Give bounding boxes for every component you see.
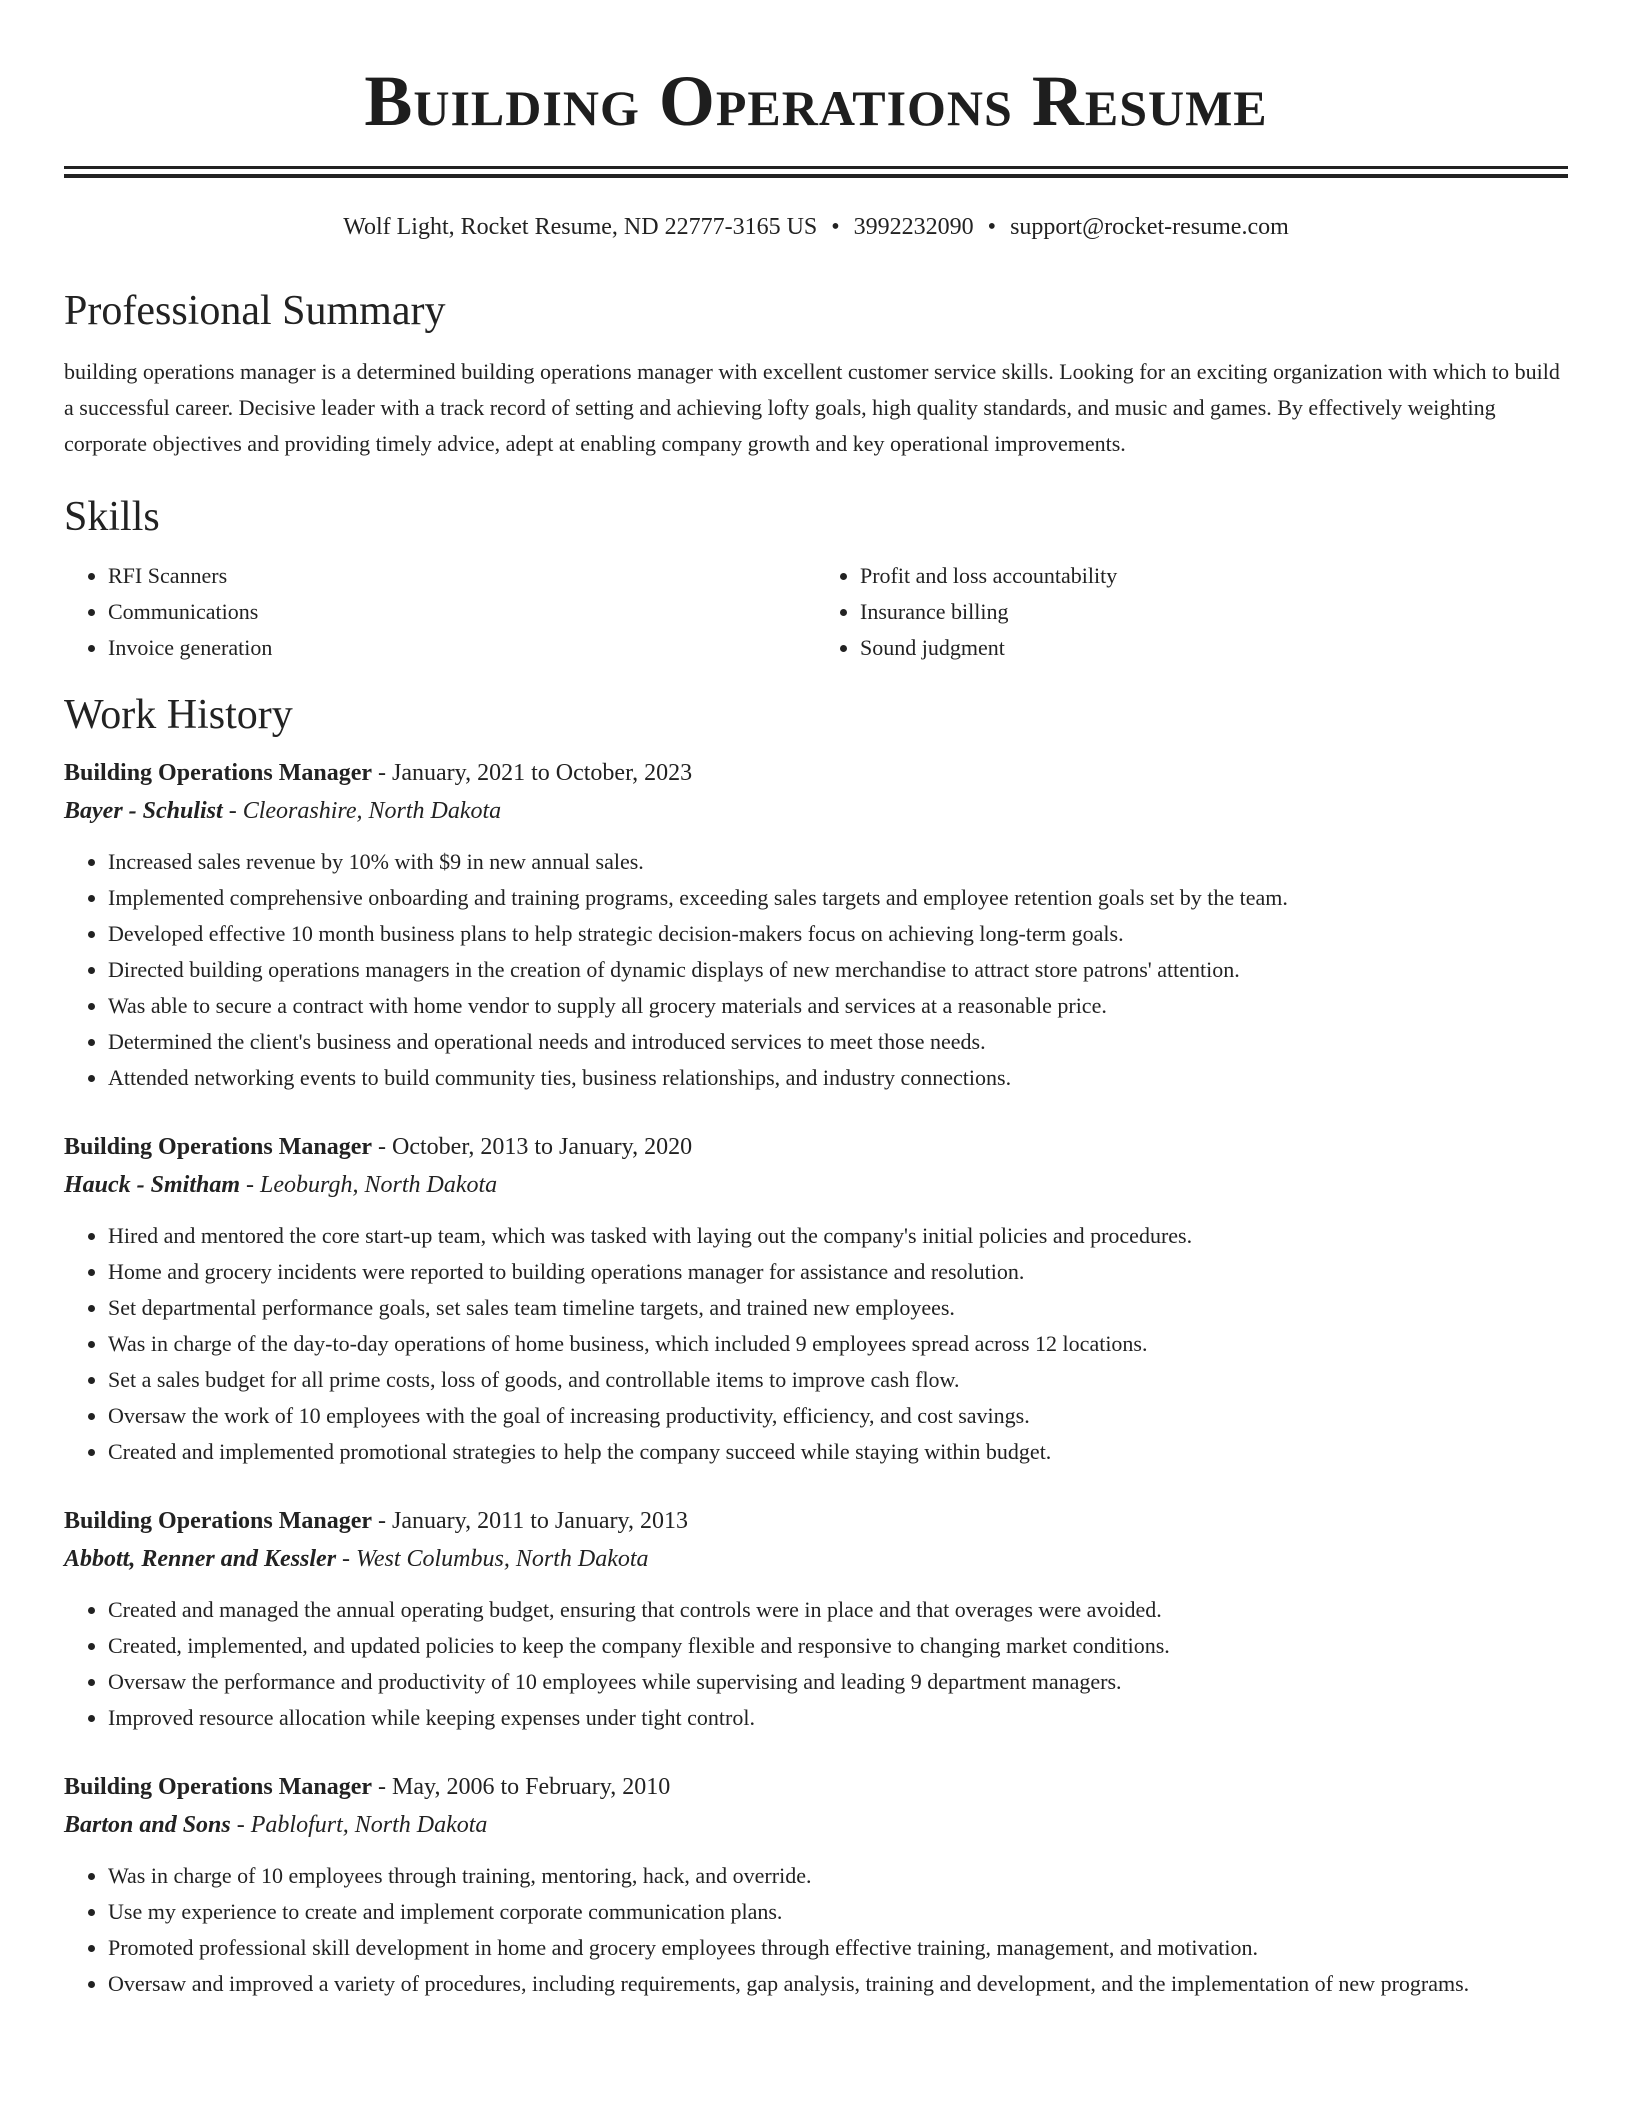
duties-list [64,844,1568,1096]
skill-item: • Sound judgment [860,630,1568,666]
duty-item: • Determined the client's business and operational needs and introduced services to meet those needs. [108,1024,1568,1060]
contact-address: Wolf Light, Rocket Resume, ND 22777-3165 US [343,214,818,240]
duty-item: • Use my experience to create and implement corporate communication plans. [108,1894,1568,1930]
dash: - [372,760,393,786]
company-location: Cleorashire, North Dakota [242,798,502,824]
skill-item: • Communications [108,594,816,630]
duty-item: • Set departmental performance goals, set sales team timeline targets, and trained new employees. [108,1290,1568,1326]
resume-page [64,0,1568,2002]
dash: - [372,1134,393,1160]
summary-text: building operations manager is a determined building operations manager with excellent customer service skills. Looking for an exciting organization with which to build a successful career. Decisive leader with a track record of setting and achieving lofty goals, high quality standards, and music and games. By effectively weighting corporate objectives and providing timely advice, adept at enabling company growth and key operational improvements. [64,359,1560,456]
duty-item: • Set a sales budget for all prime costs, loss of goods, and controllable items to improve cash flow. [108,1362,1568,1398]
dash: - [222,798,243,824]
contact-separator: • [831,214,840,240]
company-name: Barton and Sons [64,1812,231,1838]
duty-item: • Was in charge of 10 employees through training, mentoring, hack, and override. [108,1858,1568,1894]
duty-item: • Improved resource allocation while keeping expenses under tight control. [108,1700,1568,1736]
duty-item: • Hired and mentored the core start-up team, which was tasked with laying out the company's initial policies and procedures. [108,1218,1568,1254]
summary-heading: Professional Summary [64,288,446,334]
contact-phone: 3992232090 [853,214,974,240]
company-line [64,1540,1568,1578]
duty-item: • Was in charge of the day-to-day operations of home business, which included 9 employees spread across 12 locations. [108,1326,1568,1362]
page-title: Building Operations Resume [364,61,1268,141]
dash: - [240,1172,261,1198]
job-entry [64,1768,1568,2002]
job-dates: January, 2021 to October, 2023 [392,760,693,786]
job-title-line [64,1768,1568,1806]
skills-list [64,558,1568,666]
company-line [64,1806,1568,1844]
work-history-heading: Work History [64,692,293,738]
title-divider [64,166,1568,169]
contact-separator: • [987,214,997,240]
duty-item: • Directed building operations managers in the creation of dynamic displays of new merchandise to attract store patrons' attention. [108,952,1568,988]
company-location: Pablofurt, North Dakota [250,1812,488,1838]
skills-heading: Skills [64,494,160,540]
skill-item: • RFI Scanners [108,558,816,594]
duty-item: • Attended networking events to build community ties, business relationships, and industry connections. [108,1060,1568,1096]
skills-column-right [816,558,1568,666]
duties-list [64,1218,1568,1470]
skill-item: • Insurance billing [860,594,1568,630]
job-dates: October, 2013 to January, 2020 [392,1134,693,1160]
duty-item: • Developed effective 10 month business plans to help strategic decision-makers focus on achieving long-term goals. [108,916,1568,952]
company-name: Abbott, Renner and Kessler [64,1546,337,1572]
job-title: Building Operations Manager [64,1774,373,1800]
dash: - [336,1546,357,1572]
job-title-line [64,1128,1568,1166]
contact-line [64,212,1568,242]
duty-item: • Increased sales revenue by 10% with $9 in new annual sales. [108,844,1568,880]
duty-item: • Created and implemented promotional strategies to help the company succeed while staying within budget. [108,1434,1568,1470]
dash: - [372,1508,393,1534]
company-location: West Columbus, North Dakota [356,1546,649,1572]
company-line [64,1166,1568,1204]
job-title: Building Operations Manager [64,1508,373,1534]
company-name: Bayer - Schulist [64,798,223,824]
duty-item: • Promoted professional skill development in home and grocery employees through effective training, management, and motivation. [108,1930,1568,1966]
duty-item: • Created, implemented, and updated policies to keep the company flexible and responsive to changing market conditions. [108,1628,1568,1664]
skills-column-left [64,558,816,666]
job-title: Building Operations Manager [64,760,373,786]
job-dates: May, 2006 to February, 2010 [392,1774,671,1800]
job-title-line [64,1502,1568,1540]
duty-item: • Home and grocery incidents were reported to building operations manager for assistance and resolution. [108,1254,1568,1290]
skill-item: • Profit and loss accountability [860,558,1568,594]
company-line [64,792,1568,830]
job-dates: January, 2011 to January, 2013 [392,1508,688,1534]
job-entry [64,754,1568,1096]
job-entry [64,1502,1568,1736]
job-title: Building Operations Manager [64,1134,373,1160]
duty-item: • Oversaw the performance and productivity of 10 employees while supervising and leading 9 department managers. [108,1664,1568,1700]
dash: - [230,1812,251,1838]
duty-item: • Oversaw the work of 10 employees with the goal of increasing productivity, efficiency, and cost savings. [108,1398,1568,1434]
skill-item: • Invoice generation [108,630,816,666]
duty-item: • Was able to secure a contract with home vendor to supply all grocery materials and services at a reasonable price. [108,988,1568,1024]
title-divider-secondary [64,174,1568,178]
contact-email: support@rocket-resume.com [1010,214,1289,240]
job-title-line [64,754,1568,792]
company-location: Leoburgh, North Dakota [260,1172,498,1198]
duties-list [64,1858,1568,2002]
company-name: Hauck - Smitham [64,1172,241,1198]
job-entry [64,1128,1568,1470]
dash: - [372,1774,393,1800]
duty-item: • Implemented comprehensive onboarding and training programs, exceeding sales targets and employee retention goals set by the team. [108,880,1568,916]
duty-item: • Oversaw and improved a variety of procedures, including requirements, gap analysis, training and development, and the implementation of new programs. [108,1966,1568,2002]
duty-item: • Created and managed the annual operating budget, ensuring that controls were in place and that overages were avoided. [108,1592,1568,1628]
duties-list [64,1592,1568,1736]
